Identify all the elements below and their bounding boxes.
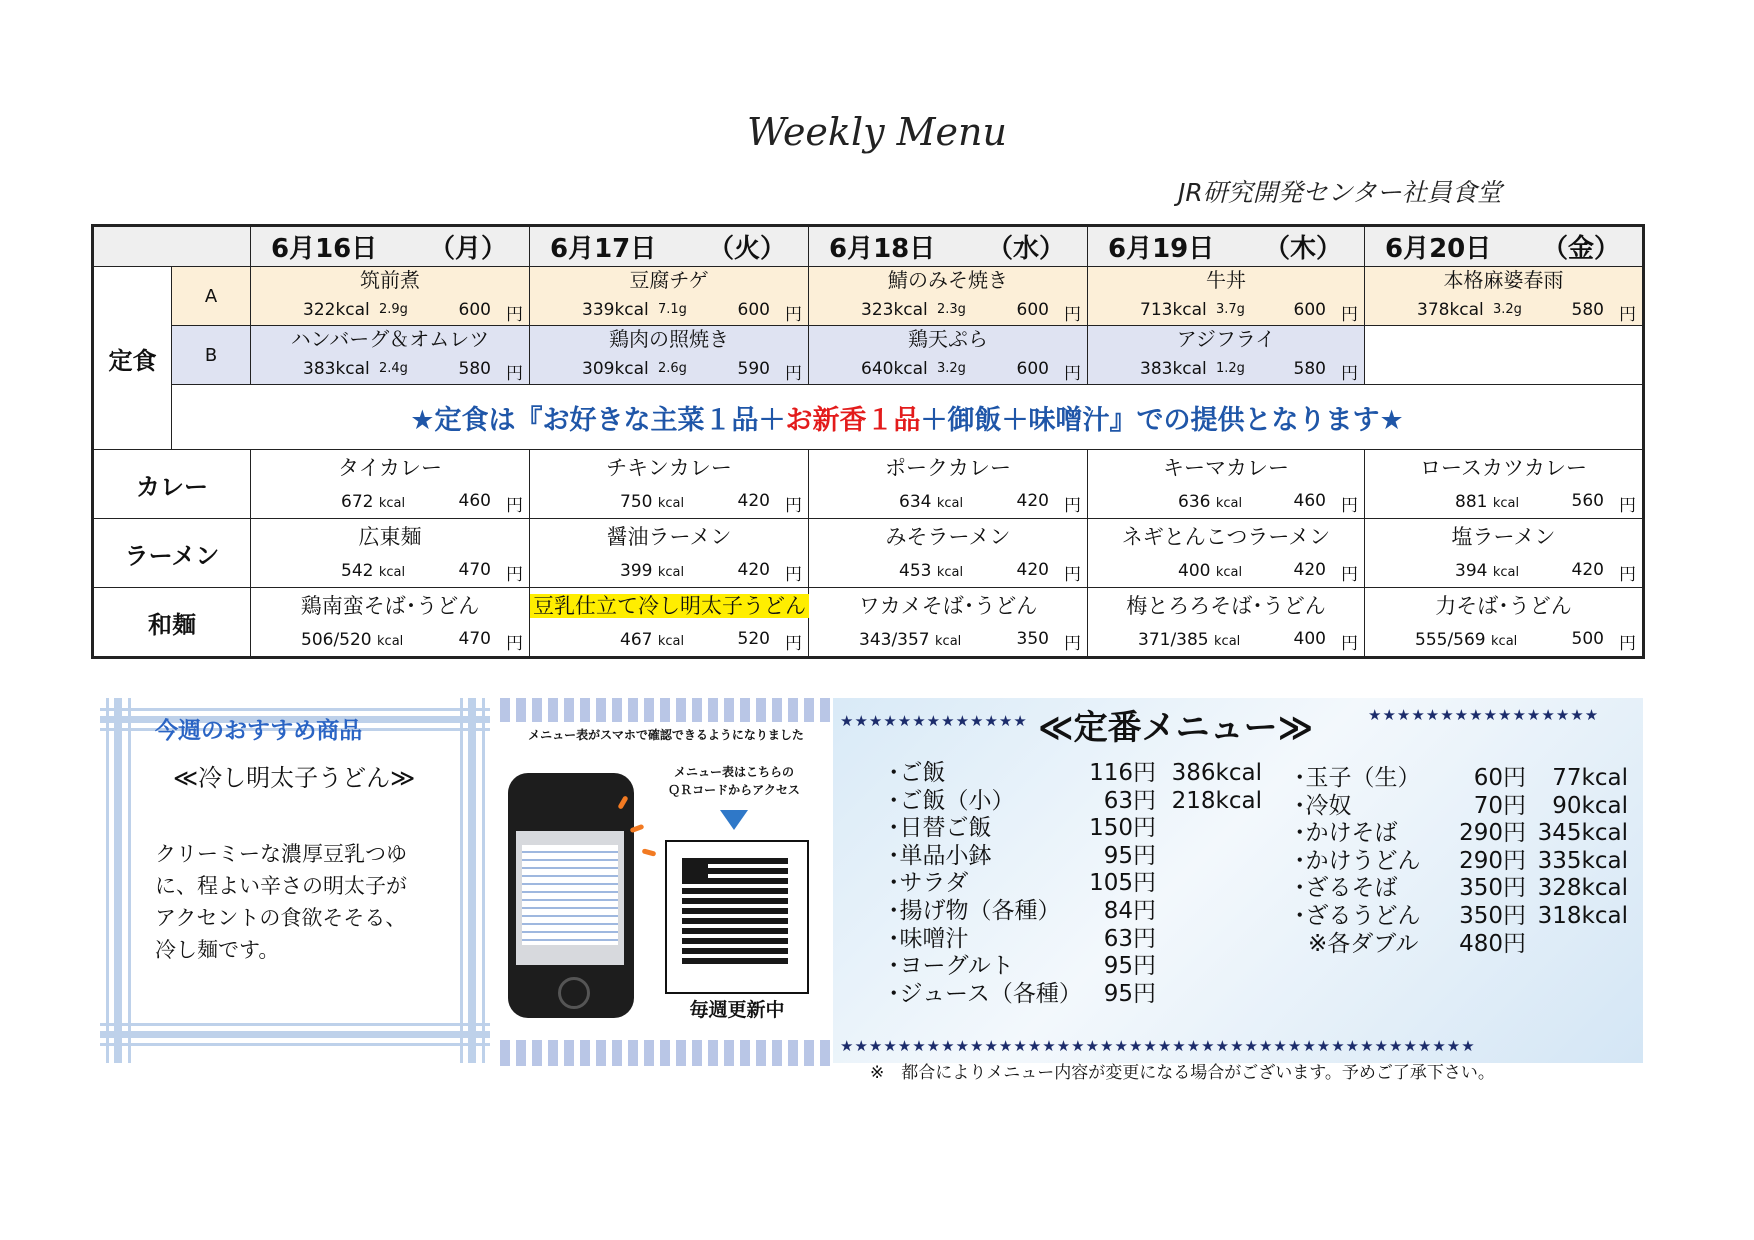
wamen-mon: 鶏南蛮そば･うどん 506/520 kcal 470 円 <box>251 588 530 658</box>
list-item: ･味噌汁 63円 <box>888 925 1156 952</box>
standard-menu-title: ≪定番メニュー≫ <box>1038 708 1314 748</box>
curry-row <box>93 450 1644 519</box>
footer-note: ※ 都合によりメニュー内容が変更になる場合がございます。予めご了承下さい。 <box>870 1063 1495 1083</box>
list-item: ･冷奴 70円 90kcal <box>1294 792 1628 819</box>
list-item: ･ざるうどん 350円 318kcal <box>1294 902 1628 929</box>
standard-menu-right <box>1294 765 1634 958</box>
set-a-thu: 牛丼 713kcal 3.7g 600 円 <box>1088 267 1365 326</box>
teishoku-notice: ★定食は『お好きな主菜１品＋お新香１品＋御飯＋味噌汁』での提供となります★ <box>172 385 1644 450</box>
recommend-title: 今週のおすすめ商品 <box>155 718 363 744</box>
highlighted-dish: 豆乳仕立て冷し明太子うどん <box>530 594 809 618</box>
recommend-item-name: ≪冷し明太子うどん≫ <box>173 764 416 792</box>
set-b-fri-empty <box>1365 326 1644 385</box>
day-header-mon: 6月16日 （月） <box>251 226 530 267</box>
curry-fri: ロースカツカレー 881 kcal 560 円 <box>1365 450 1644 519</box>
list-item: ･ご飯 116円 386kcal <box>888 760 1262 786</box>
teishoku-notice-row <box>93 385 1644 450</box>
header-corner <box>93 226 251 267</box>
list-item: ･日替ご飯 150円 <box>888 815 1156 842</box>
curry-wed: ポークカレー 634 kcal 420 円 <box>809 450 1088 519</box>
teishoku-b-row <box>93 326 1644 385</box>
set-a-label: A <box>172 267 251 326</box>
set-b-wed: 鶏天ぷら 640kcal 3.2g 600 円 <box>809 326 1088 385</box>
category-ramen: ラーメン <box>93 519 251 588</box>
set-b-label: B <box>172 326 251 385</box>
qr-panel-bottom-pattern <box>500 1040 832 1066</box>
set-b-mon: ハンバーグ＆オムレツ 383kcal 2.4g 580 円 <box>251 326 530 385</box>
standard-menu-left <box>888 760 1268 1008</box>
qr-caption: メニュー表はこちらの ＱＲコードからアクセス <box>668 765 800 797</box>
stars-decoration: ★★★★★★★★★★★★★ <box>840 712 1028 730</box>
wamen-fri: 力そば･うどん 555/569 kcal 500 円 <box>1365 588 1644 658</box>
set-a-tue: 豆腐チゲ 339kcal 7.1g 600 円 <box>530 267 809 326</box>
arrow-down-icon <box>720 810 748 830</box>
teishoku-a-row <box>93 267 1644 326</box>
list-item: ･単品小鉢 95円 <box>888 842 1156 869</box>
category-wamen: 和麺 <box>93 588 251 658</box>
ramen-fri: 塩ラーメン 394 kcal 420 円 <box>1365 519 1644 588</box>
list-item: ･かけそば 290円 345kcal <box>1294 820 1628 847</box>
list-item: ･揚げ物（各種） 84円 <box>888 897 1156 924</box>
set-a-fri: 本格麻婆春雨 378kcal 3.2g 580 円 <box>1365 267 1644 326</box>
cafeteria-name: JR研究開発センター社員食堂 <box>1178 178 1502 207</box>
qr-code-icon[interactable] <box>682 858 788 964</box>
set-a-wed: 鯖のみそ焼き 323kcal 2.3g 600 円 <box>809 267 1088 326</box>
qr-panel-top-pattern <box>500 698 832 722</box>
curry-tue: チキンカレー 750 kcal 420 円 <box>530 450 809 519</box>
category-teishoku: 定食 <box>93 267 172 450</box>
set-b-tue: 鶏肉の照焼き 309kcal 2.6g 590 円 <box>530 326 809 385</box>
ramen-mon: 広東麺 542 kcal 470 円 <box>251 519 530 588</box>
list-item: ･かけうどん 290円 335kcal <box>1294 847 1628 874</box>
stars-decoration: ★★★★★★★★★★★★★★★★★★★★★★★★★★★★★★★★★★★★★★★★★★★★ <box>840 1037 1476 1055</box>
page-title: Weekly Menu <box>746 110 1007 154</box>
day-header-thu: 6月19日 （木） <box>1088 226 1365 267</box>
ramen-row <box>93 519 1644 588</box>
wamen-row <box>93 588 1644 658</box>
weekly-menu-table <box>91 224 1645 659</box>
list-item: ･ジュース（各種） 95円 <box>888 980 1156 1007</box>
curry-mon: タイカレー 672 kcal 460 円 <box>251 450 530 519</box>
stars-decoration: ★★★★★★★★★★★★★★★★ <box>1368 706 1600 724</box>
curry-thu: キーマカレー 636 kcal 460 円 <box>1088 450 1365 519</box>
day-header-wed: 6月18日 （水） <box>809 226 1088 267</box>
category-curry: カレー <box>93 450 251 519</box>
list-item: ･ご飯（小） 63円 218kcal <box>888 787 1262 814</box>
day-header-tue: 6月17日 （火） <box>530 226 809 267</box>
list-item: ※各ダブル 480円 <box>1308 930 1526 957</box>
wamen-thu: 梅とろろそば･うどん 371/385 kcal 400 円 <box>1088 588 1365 658</box>
wamen-wed: ワカメそば･うどん 343/357 kcal 350 円 <box>809 588 1088 658</box>
day-header-fri: 6月20日 （金） <box>1365 226 1644 267</box>
list-item: ･ざるそば 350円 328kcal <box>1294 875 1628 902</box>
ramen-wed: みそラーメン 453 kcal 420 円 <box>809 519 1088 588</box>
set-b-thu: アジフライ 383kcal 1.2g 580 円 <box>1088 326 1365 385</box>
list-item: ･ヨーグルト 95円 <box>888 953 1156 980</box>
ramen-thu: ネギとんこつラーメン 400 kcal 420 円 <box>1088 519 1365 588</box>
qr-announcement: メニュー表がスマホで確認できるようになりました <box>528 728 804 742</box>
recommend-description: クリーミーな濃厚豆乳つゆ に、程よい辛さの明太子が アクセントの食欲そそる、 冷し麺です。 <box>155 842 407 962</box>
date-header-row <box>93 226 1644 267</box>
wamen-tue: 豆乳仕立て冷し明太子うどん 467 kcal 520 円 <box>530 588 809 658</box>
smartphone-icon <box>508 773 634 1018</box>
set-a-mon: 筑前煮 322kcal 2.9g 600 円 <box>251 267 530 326</box>
list-item: ･サラダ 105円 <box>888 870 1156 897</box>
qr-update-label: 毎週更新中 <box>689 999 785 1021</box>
ramen-tue: 醤油ラーメン 399 kcal 420 円 <box>530 519 809 588</box>
list-item: ･玉子（生） 60円 77kcal <box>1294 765 1628 791</box>
